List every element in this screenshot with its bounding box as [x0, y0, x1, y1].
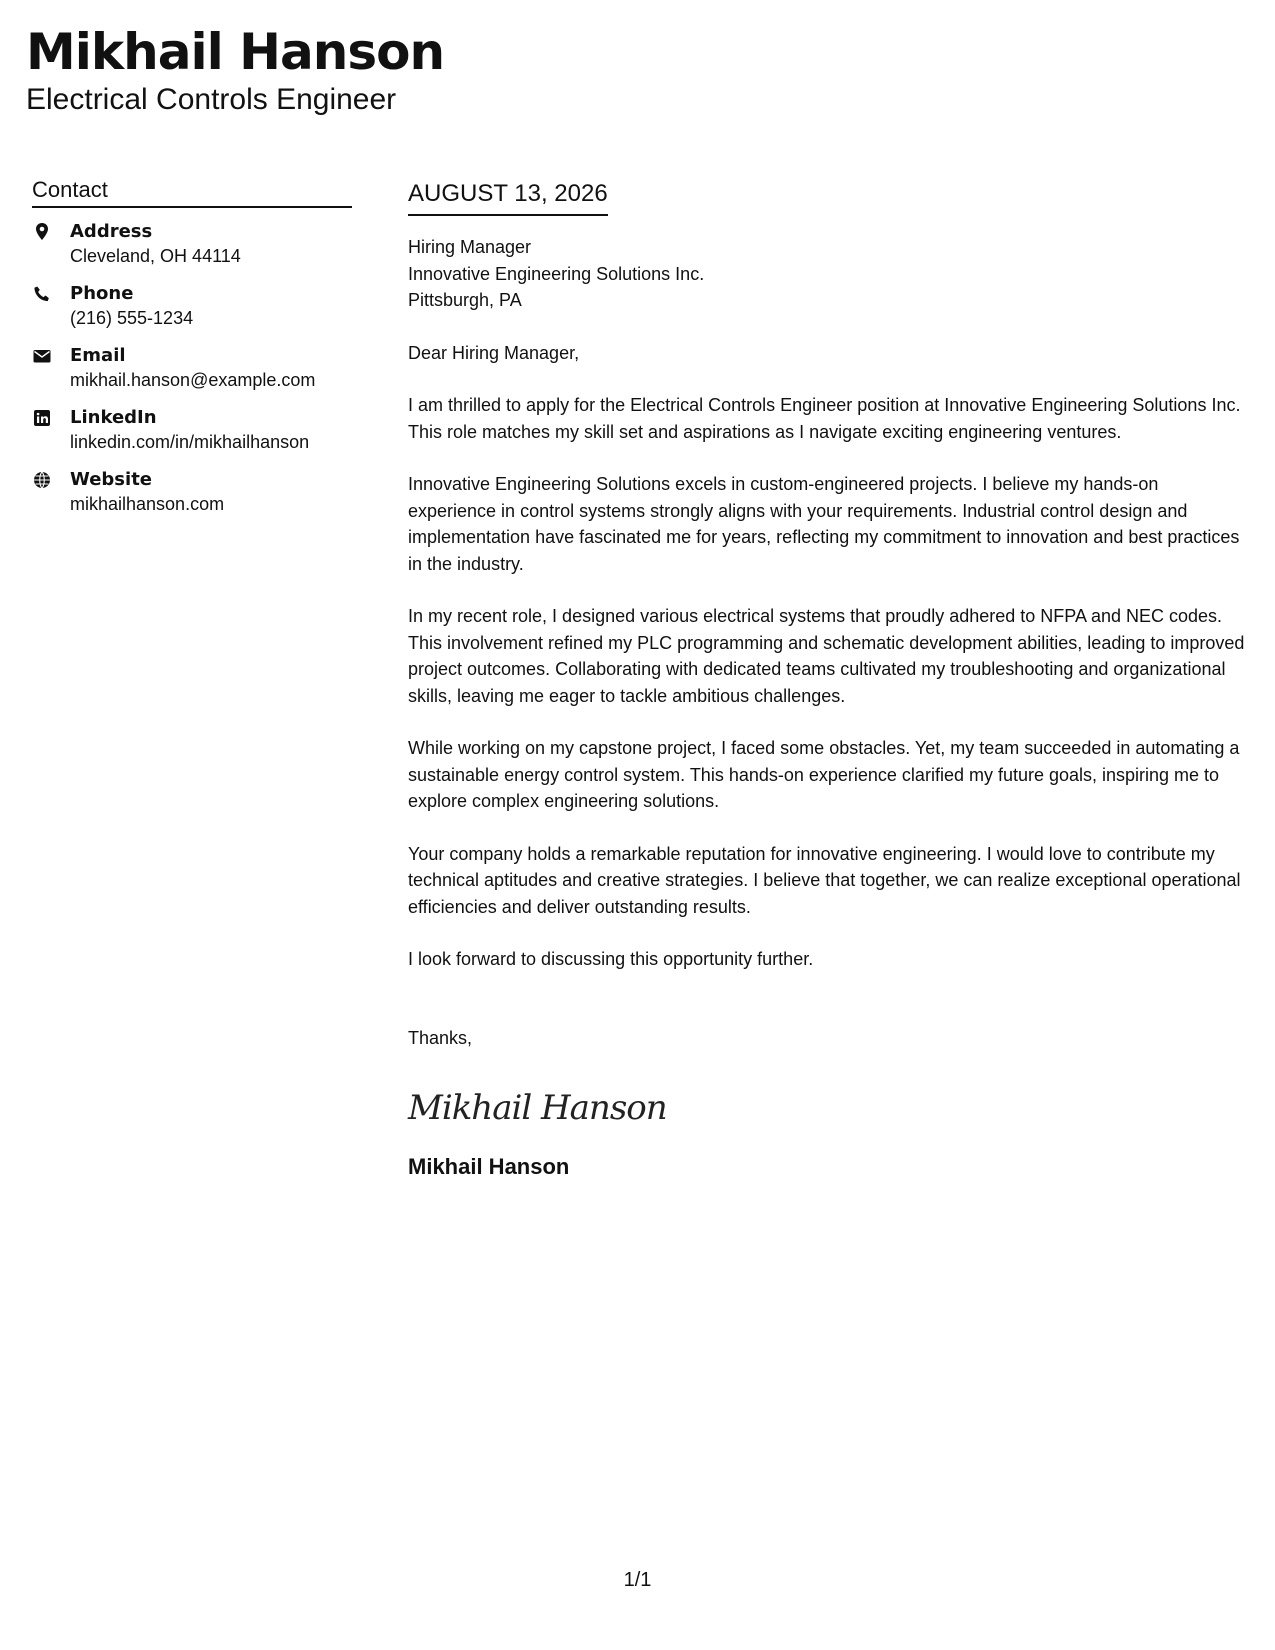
- closing: Thanks,: [408, 1027, 473, 1048]
- contact-item-linkedin: [32, 406, 352, 454]
- recipient-block: [408, 234, 1248, 314]
- contact-heading: Contact: [32, 176, 352, 208]
- website-value: mikhailhanson.com: [70, 494, 225, 514]
- handwritten-signature: Mikhail Hanson: [408, 1088, 667, 1128]
- contact-label: Phone: [70, 283, 134, 304]
- paragraph: I am thrilled to apply for the Electrical Controls Engineer position at Innovative Engineering Solutions Inc. This role matches my skill set and aspirations as I navigate exciting engineering ventures.: [408, 395, 1241, 442]
- paragraph: In my recent role, I designed various electrical systems that proudly adhered to NFPA and NEC codes. This involvement refined my PLC programming and schematic development abilities, leading to improved project outcomes. Collaborating with dedicated teams cultivated my troubleshooting and organizational skills, leaving me eager to tackle ambitious challenges.: [408, 606, 1245, 706]
- header: [26, 22, 444, 118]
- linkedin-icon: [32, 406, 70, 454]
- linkedin-value: linkedin.com/in/mikhailhanson: [70, 432, 310, 452]
- letter-body: [408, 178, 1248, 1181]
- phone-value: (216) 555-1234: [70, 308, 194, 328]
- page-number: 1/1: [623, 1569, 652, 1591]
- signer-name: Mikhail Hanson: [408, 1154, 570, 1179]
- contact-label: Email: [70, 345, 126, 366]
- contact-label: Address: [70, 221, 153, 242]
- contact-item-address: [32, 220, 352, 268]
- recipient-name: Hiring Manager: [408, 237, 532, 257]
- phone-icon: [32, 282, 70, 330]
- globe-icon: [32, 468, 70, 516]
- paragraph: I look forward to discussing this opportunity further.: [408, 949, 814, 969]
- letter-date: AUGUST 13, 2026: [408, 178, 608, 216]
- contact-sidebar: [32, 176, 352, 530]
- paragraph: While working on my capstone project, I faced some obstacles. Yet, my team succeeded in automating a sustainable energy control system. This hands-on experience clarified my future goals, inspiring me to explore complex engineering solutions.: [408, 738, 1240, 811]
- salutation: Dear Hiring Manager,: [408, 342, 580, 363]
- contact-label: LinkedIn: [70, 407, 157, 428]
- contact-item-website: [32, 468, 352, 516]
- contact-label: Website: [70, 469, 153, 490]
- applicant-name: Mikhail Hanson: [26, 23, 445, 81]
- recipient-location: Pittsburgh, PA: [408, 290, 522, 310]
- contact-item-email: [32, 344, 352, 392]
- paragraph: Innovative Engineering Solutions excels in custom-engineered projects. I believe my hands-on experience in control systems strongly aligns with your requirements. Industrial control design and implementation have fascinated me for years, reflecting my commitment to innovation and best practices in the industry.: [408, 474, 1240, 574]
- address-value: Cleveland, OH 44114: [70, 246, 241, 266]
- contact-item-phone: [32, 282, 352, 330]
- recipient-company: Innovative Engineering Solutions Inc.: [408, 263, 705, 284]
- email-value: mikhail.hanson@example.com: [70, 370, 316, 390]
- envelope-icon: [32, 344, 70, 392]
- job-title: Electrical Controls Engineer: [26, 83, 397, 116]
- map-pin-icon: [32, 220, 70, 268]
- paragraph: Your company holds a remarkable reputation for innovative engineering. I would love to contribute my technical aptitudes and creative strategies. I believe that together, we can realize exceptional operational efficiencies and deliver outstanding results.: [408, 843, 1241, 917]
